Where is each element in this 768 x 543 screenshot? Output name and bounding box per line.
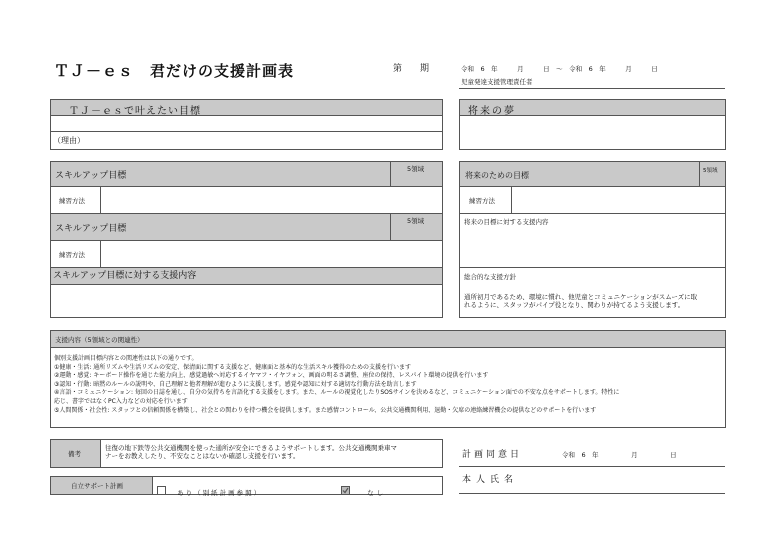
skill1-method-input[interactable] bbox=[101, 187, 442, 214]
remarks-text[interactable] bbox=[105, 444, 440, 460]
future-area-label: 5領域 bbox=[703, 168, 718, 174]
goal-header bbox=[51, 100, 442, 116]
checkbox-yes[interactable] bbox=[157, 486, 166, 495]
skill-support-input[interactable] bbox=[51, 285, 442, 317]
dream-section bbox=[459, 99, 726, 150]
remarks-label: 備考 bbox=[68, 450, 81, 458]
name-label: 本人氏名 bbox=[462, 475, 519, 485]
consent-underline bbox=[459, 466, 725, 467]
future-header bbox=[460, 162, 699, 187]
consent-label: 計画同意日 bbox=[462, 450, 523, 460]
overall-title: 総合的な支援方針 bbox=[464, 273, 516, 281]
skill1-area-label: 5領域 bbox=[407, 165, 425, 173]
skill2-area[interactable] bbox=[390, 214, 442, 241]
skill2-header bbox=[51, 214, 390, 241]
skill1-method-label: 練習方法 bbox=[59, 197, 85, 205]
future-support-title: 将来の目標に対する支援内容 bbox=[464, 218, 549, 226]
option-yes-label: あり（別紙計画参照） bbox=[177, 489, 263, 497]
independence-label-cell bbox=[51, 477, 153, 494]
goal-title: ＴＪ－ｅｓで叶えたい目標 bbox=[69, 106, 201, 117]
independence-box bbox=[50, 476, 443, 495]
remarks-line-1: 往復の地下鉄等公共交通機関を使った通所が安全にできるようサポートします。公共交通機関乗車マ bbox=[105, 444, 397, 452]
support-line: ①健康・生活: 通所リズムや生活リズムの安定、保清面に関する支援など、健康面と基本的な生活スキル獲得のための支援を行います bbox=[54, 363, 412, 371]
remarks-label-cell bbox=[51, 440, 101, 467]
overall-line-1: 通所初月であるため、環境に慣れ、他児童とコミュニケーションがスムーズに取 bbox=[464, 293, 698, 301]
support-line: ④言語・コミュニケーション: 毎回の日誌を通し、自分の気持ちを言語化する支援をします。また、ルールの視覚化したりSOSサインを決めるなど、コミュニケーション面での不安な点をサポートします。特性に bbox=[54, 389, 620, 397]
skill1-area[interactable] bbox=[390, 162, 442, 187]
support-line: 応じ、書字ではなくPC入力などの対応を行います bbox=[54, 397, 188, 405]
name-underline bbox=[459, 493, 725, 494]
support-line: 個別支援計画目標内容との関連性は以下の通りです。 bbox=[54, 355, 198, 362]
plan-period: 令和 6 年 月 日 ～ 令和 6 年 月 日 bbox=[461, 65, 658, 73]
independence-label: 自立サポート計画 bbox=[71, 482, 123, 490]
overall-line-2: れるように、スタッフがパイプ役となり、関わりが持てるよう支援します。 bbox=[464, 301, 685, 309]
skill1-title: スキルアップ目標 bbox=[55, 171, 127, 181]
support-content-body bbox=[54, 355, 724, 415]
option-yes[interactable] bbox=[157, 480, 262, 499]
reason-label: （理由） bbox=[53, 136, 85, 145]
skill2-title: スキルアップ目標 bbox=[55, 224, 127, 234]
skill-support-header bbox=[51, 268, 442, 285]
check-icon bbox=[342, 487, 349, 494]
future-support-input[interactable] bbox=[460, 230, 725, 268]
skill-support-title: スキルアップ目標に対する支援内容 bbox=[53, 271, 197, 281]
skill2-area-label: 5領域 bbox=[407, 217, 425, 225]
page-title: ＴＪ－ｅｓ 君だけの支援計画表 bbox=[54, 62, 295, 80]
future-area[interactable] bbox=[699, 162, 725, 187]
term-label: 第 期 bbox=[393, 64, 430, 74]
future-method-label: 練習方法 bbox=[469, 197, 495, 205]
support-content-section bbox=[50, 330, 726, 428]
dream-header bbox=[460, 100, 725, 116]
remarks-box bbox=[50, 439, 443, 468]
manager-underline bbox=[459, 88, 725, 89]
skill-block bbox=[50, 161, 443, 318]
remarks-line-2: ナーをお教えしたり、不安なことはないか確認し支援を行います。 bbox=[105, 452, 300, 460]
future-block bbox=[459, 161, 726, 318]
support-line: ③認知・行動: 暗黙のルールの説明や、自己理解と他者理解が進むように支援します。感覚や認知に対する適切な行動方法を助言します bbox=[54, 380, 417, 388]
overall-header bbox=[460, 268, 725, 285]
skill2-method-input[interactable] bbox=[101, 241, 442, 268]
skill1-method-label-cell bbox=[51, 187, 101, 214]
future-method-input[interactable] bbox=[512, 187, 725, 214]
dream-title: 将来の夢 bbox=[468, 106, 516, 117]
support-line: ②運動・感覚: キーボード操作を通じた能力向上、感覚過敏へ対応するイヤマフ・イヤフォン、画面の明るさ調整、座位の保持、レスパイト環境の提供を行います bbox=[54, 372, 489, 380]
future-title: 将来のための目標 bbox=[465, 171, 529, 180]
future-support-header bbox=[460, 214, 725, 230]
support-content-header bbox=[51, 331, 725, 348]
consent-date[interactable]: 令和 6 年 月 日 bbox=[562, 451, 677, 459]
skill2-method-label-cell bbox=[51, 241, 101, 268]
name-input[interactable] bbox=[540, 474, 724, 488]
option-no[interactable] bbox=[341, 480, 386, 499]
dream-input[interactable] bbox=[460, 116, 725, 149]
future-method-label-cell bbox=[460, 187, 512, 214]
overall-text bbox=[464, 293, 724, 309]
skill1-header bbox=[51, 162, 390, 187]
support-line: ⑤人間関係・社会性: スタッフとの信頼関係を構築し、社会との関わりを持つ機会を提供します。また感情コントロール、公共交通機関利用、退勤・欠席の連絡練習機会の提供などのサポートを行います bbox=[54, 406, 597, 414]
checkbox-no[interactable] bbox=[341, 486, 350, 495]
support-content-title: 支援内容（5領域との関連性） bbox=[55, 336, 144, 344]
goal-section bbox=[50, 99, 443, 150]
skill2-method-label: 練習方法 bbox=[59, 251, 85, 259]
manager-label: 児童発達支援管理責任者 bbox=[461, 78, 533, 86]
goal-input[interactable] bbox=[51, 116, 442, 132]
option-no-label: なし bbox=[367, 489, 387, 497]
